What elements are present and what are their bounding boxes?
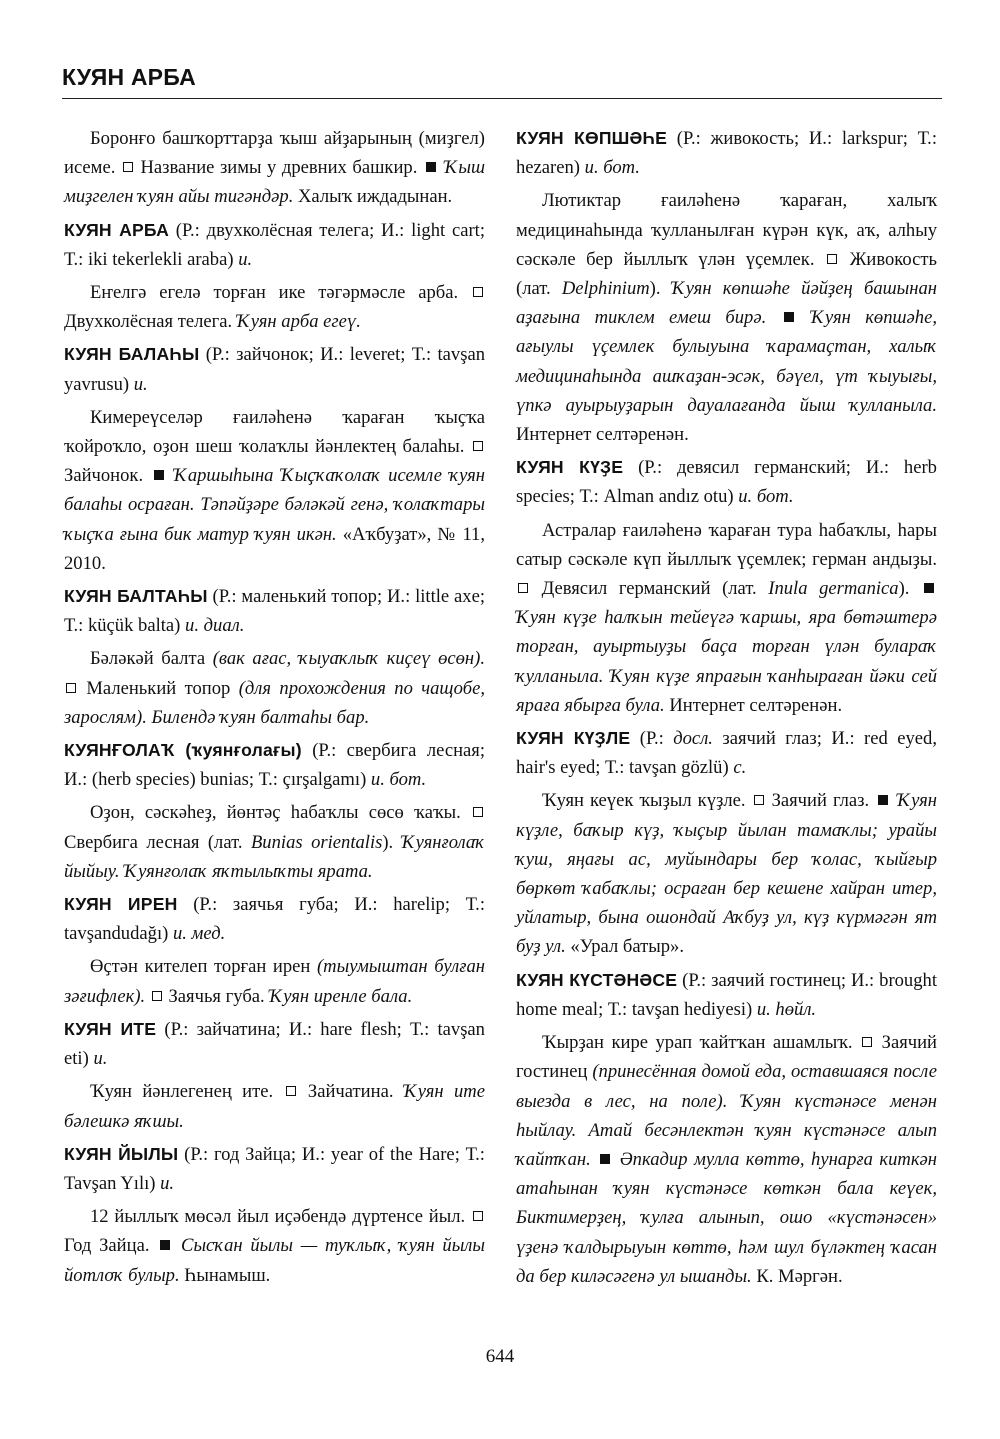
entry-kuyan-yily [64,1140,485,1198]
example: Әпкадир мулла көттө, һунарға киткән атаһынан ҡуян күстәнәсе көткән бала кеүек, Биктимерҙең, ҡулға алынып, ошо «күстәнәсен» үҙенә ҡалдырыуын көттө, һәм шул бүләктең ҡасан да бер киләсәгенә ул ышанды. [516,1148,938,1287]
russian-equivalent: Маленький топор [86,677,239,699]
example: Ҡуян күҙле, баҡыр күҙ, ҡыҫыр йылан тамаҡлы; урайы ҡуш, яңағы ас, муйындары бер ҡолас, ҡыйғыр бөркөт ҡабаҡлы; осраған бер кешене хайран итер, уйлатыр, бына ошондай Аҡбуҙ ул, күҙ күрмәгән ят буҙ ул. [516,790,937,958]
definition: Ҡуян кеүек ҡыҙыл күҙле. [542,790,746,812]
glosses: (Р.: девясил германский; И.: herb species; Т.: Alman andız otu) [516,457,937,508]
entry-kuyangolak-body [64,798,485,886]
part-of-speech: и. һөйл. [756,998,817,1020]
part-of-speech: и. диал. [185,615,245,637]
definition: Еҥелгә егелә торған ике тәгәрмәсле арба. [90,282,459,304]
filled-square-icon [154,470,164,480]
russian-equivalent: Название зимы у древних башкир. [140,157,418,179]
entry-kuyan-kopshahe [516,124,937,182]
headword: КУЯН КӨПШӘҺЕ [516,128,668,148]
headword: КУЯН ИРЕН [64,894,178,915]
entry-kuyan-arba-body [64,278,485,336]
headword: КУЯН БАЛТАҺЫ [64,586,208,607]
source: К. Мәргән. [751,1265,843,1287]
filled-square-icon [924,583,934,593]
open-square-icon [286,1086,296,1096]
russian-end: ). [898,578,910,600]
russian-equivalent: Зайчатина. [307,1081,404,1103]
part-of-speech: и. [93,1048,108,1070]
entry-kuyan-baltahy-body [64,644,485,732]
headword: КУЯН ИТЕ [64,1018,157,1039]
part-of-speech: и. бот. [370,769,427,791]
headword: КУЯН АРБА [64,219,169,240]
header-rule [62,98,942,99]
definition: Лютиктар ғаиләһенә ҡараған, халыҡ медицинаһында ҡулланылған күрән күк, аҡ, алһыу сәскәле бер йыллыҡ үлән үҫемлек. [516,190,937,270]
entry-kuyan-ite-body [64,1077,485,1135]
part-of-speech: и. мед. [172,923,226,945]
filled-square-icon [784,312,794,322]
definition: Бәләкәй балта [90,648,213,670]
filled-square-icon [600,1154,610,1164]
glosses: (Р.: заячий гостинец; И.: brought home meal; Т.: tavşan hediyesi) [516,969,937,1020]
definition: Өҫтән кителеп торған ирен [90,956,317,978]
filled-square-icon [160,1240,170,1250]
open-square-icon [473,1211,483,1221]
entry-kuyan-iren [64,890,485,948]
definition: Ҡырҙан кире урап ҡайтҡан ашамлыҡ. [542,1032,853,1054]
russian-equivalent: Год Зайца. [64,1235,150,1257]
source: «Урал батыр». [565,936,684,958]
filled-square-icon [426,162,436,172]
entry-kuyan-kuzle [516,724,937,782]
glosses: (Р.: [630,728,674,750]
glosses: (Р.: зайчатина; И.: hare flesh; Т.: tavşan eti) [64,1018,485,1070]
open-square-icon [152,991,162,1001]
russian-equivalent: Заячий глаз. [771,790,870,812]
part-of-speech: и. [238,248,253,270]
part-of-speech: с. [733,757,747,779]
latin-name: Delphinium [561,278,650,300]
open-square-icon [754,795,764,805]
open-square-icon [473,287,483,297]
part-of-speech: и. бот. [738,486,794,508]
example: Ҡуян көпшәһе, ағыулы үҫемлек булыуына ҡарамаҫтан, халыҡ медицинаһында ашҡаҙан-эсәк, бәүел, үт ҡыуығы, үпкә ауырыуҙарын дауалағанда йыш ҡулланыла. [516,307,937,416]
definition: Оҙон, сәскәһеҙ, йөнтәҫ һабаҡлы сөсө ҡаҡы. [90,802,461,824]
filled-square-icon [878,795,888,805]
definition-note: (вак ағас, ҡыуаҡлыҡ киҫеү өсөн). [212,648,485,670]
open-square-icon [473,441,483,451]
russian-equivalent: Девясил германский (лат. [541,578,769,600]
russian-equivalent: Заячий гостинец [516,1032,937,1083]
entry-kuyan-kuze-body [516,516,937,720]
example: Ҡаршыһына Ҡыҫҡаҡолаҡ исемле ҡуян балаһы осраған. Тәпәйҙәре бәләкәй генә, ҡолаҡтары ҡыҫҡа ғына бик матур ҡуян икән. [64,465,485,545]
russian-end: ). [649,278,672,300]
headword: КУЯН КҮҘЛЕ [516,728,631,749]
part-of-speech: и. [160,1172,175,1194]
entry-kuyan-balahy-body [64,403,485,578]
entry-kuyan-ite [64,1015,485,1073]
russian-equivalent: Свербига лесная (лат. [64,831,251,853]
example: Сысҡан йылы — туҡлыҡ, ҡуян йылы йотлоҡ булыр. [64,1235,486,1286]
entry-kuyan-arba [64,216,485,274]
example: Ҡуян ите бәлешкә яҡшы. [64,1081,485,1132]
definition: Кимереүселәр ғаиләһенә ҡараған ҡыҫҡа ҡойроҡло, оҙон шеш ҡолаҡлы йәнлектең балаһы. [64,406,485,458]
running-head: КУЯН АРБА [62,64,196,90]
source: «Аҡбуҙат», № 11, 2010. [64,523,485,574]
definition: Ҡуян йәнлегенең ите. [90,1081,274,1103]
russian-equivalent: Живокость (лат. [516,248,937,300]
open-square-icon [473,807,483,817]
entry-kuyan-yily-body [64,1202,485,1290]
russian-end: ). [382,831,402,853]
definition: Астралар ғаиләһенә ҡараған тура һабаҡлы, һары сатыр сәскәле күп йыллыҡ үҫемлек; герман андыҙы. [516,519,937,570]
part-of-speech: и. [133,373,148,395]
source: Интернет селтәренән. [516,424,689,446]
example: Ҡуян күстәнәсе менән һыйлау. Атай бесәнлектән ҡуян күстәнәсе алып ҡайтҡан. [516,1090,937,1170]
latin-name: Bunias orientalis [250,831,383,853]
glosses: (Р.: двухколёсная телега; И.: light cart; Т.: iki tekerlekli araba) [64,219,485,270]
russian-equivalent: Двухколёсная телега. [64,311,237,333]
russian-equivalent: Заячья губа. [168,985,270,1007]
russian-equivalent: Зайчонок. [64,465,144,487]
definition: 12 йыллыҡ мөсәл йыл иҫәбендә дүртенсе йыл. [90,1206,466,1228]
headword: КУЯН БАЛАҺЫ [64,344,200,365]
entry-kuyan-iren-body [64,952,485,1010]
open-square-icon [827,254,837,264]
example: Ҡуянғолаҡ йыйыу. Ҡуянғолаҡ яҡтылыҡты ярата. [64,831,485,882]
entry-kuyangolak [64,736,485,794]
headword: КУЯН ЙЫЛЫ [64,1143,179,1164]
glosses: (Р.: год Зайца; И.: year of the Hare; Т.: Tavşan Yılı) [64,1143,485,1194]
definition: Боронғо башҡорттарҙа ҡыш айҙарының (миҙгел) исеме. [64,128,485,179]
headword: КУЯН КҮСТӘНӘСЕ [516,969,678,990]
glosses: (Р.: маленький топор; И.: little axe; Т.: küçük balta) [64,586,485,637]
example: Билендә ҡуян балтаһы бар. [151,706,370,728]
open-square-icon [518,583,528,593]
right-column [516,124,937,1295]
entry-kuyan-balahy [64,340,485,398]
example: Ҡыш миҙгелен ҡуян айы тигәндәр. [64,157,486,208]
example: Ҡуян арба егеү. [236,311,361,333]
source: Интернет селтәренән. [664,694,843,716]
example: Ҡуян иренле бала. [269,985,413,1007]
entry-kuyan-kuzle-body [516,786,937,961]
entry-kuyan-kuze [516,453,937,511]
entry-continuation [64,124,485,212]
open-square-icon [123,162,133,172]
source: Һынамыш. [179,1264,271,1286]
entry-kuyan-baltahy [64,582,485,640]
source: Халыҡ иждадынан. [293,186,453,208]
entry-kuyan-kopshahe-body [516,186,937,449]
gloss-note: досл. [673,728,713,750]
page-number: 644 [485,1346,515,1367]
entry-kuyan-kustanase-body [516,1028,937,1291]
glosses: (Р.: живокость; И.: larkspur; Т.: hezaren) [516,128,937,179]
headword: КУЯН КҮҘЕ [516,457,624,478]
open-square-icon [66,683,76,693]
russian-note: (для прохождения по чащобе, зарослям). [64,677,485,728]
example: Ҡуян күҙе һалҡын тейеүгә ҡаршы, яра бөтәштерә торған, ауыртыуҙы баҫа торған үлән булараҡ ҡулланыла. Ҡуян күҙе япрағын ҡанһыраған йәки сей яраға ябырға була. [516,607,937,716]
headword: КУЯНҒОЛАҠ (ҡуянғолағы) [64,740,302,761]
definition-note: (тыумыштан булған зәғифлек). [64,956,485,1007]
russian-note: (принесённая домой еда, оставшаяся после выезда в лес, на поле). [516,1061,937,1112]
entry-kuyan-kustanase [516,966,937,1024]
glosses: (Р.: свербига лесная; И.: (herb species) bunias; Т.: çırşalgamı) [64,740,486,791]
glosses: (Р.: заячья губа; И.: harelip; Т.: tavşandudağı) [64,894,485,945]
open-square-icon [862,1037,872,1047]
glosses: (Р.: зайчонок; И.: leveret; Т.: tavşan yavrusu) [64,344,486,395]
left-column [64,124,485,1294]
example: Ҡуян көпшәһе йәйҙең башынан аҙағына тиклем емеш бирә. [516,278,937,329]
latin-name: Inula germanica [768,578,899,600]
part-of-speech: и. бот. [584,157,640,179]
glosses-cont: заячий глаз; И.: red eyed, hair's eyed; Т.: tavşan gözlü) [516,728,937,779]
